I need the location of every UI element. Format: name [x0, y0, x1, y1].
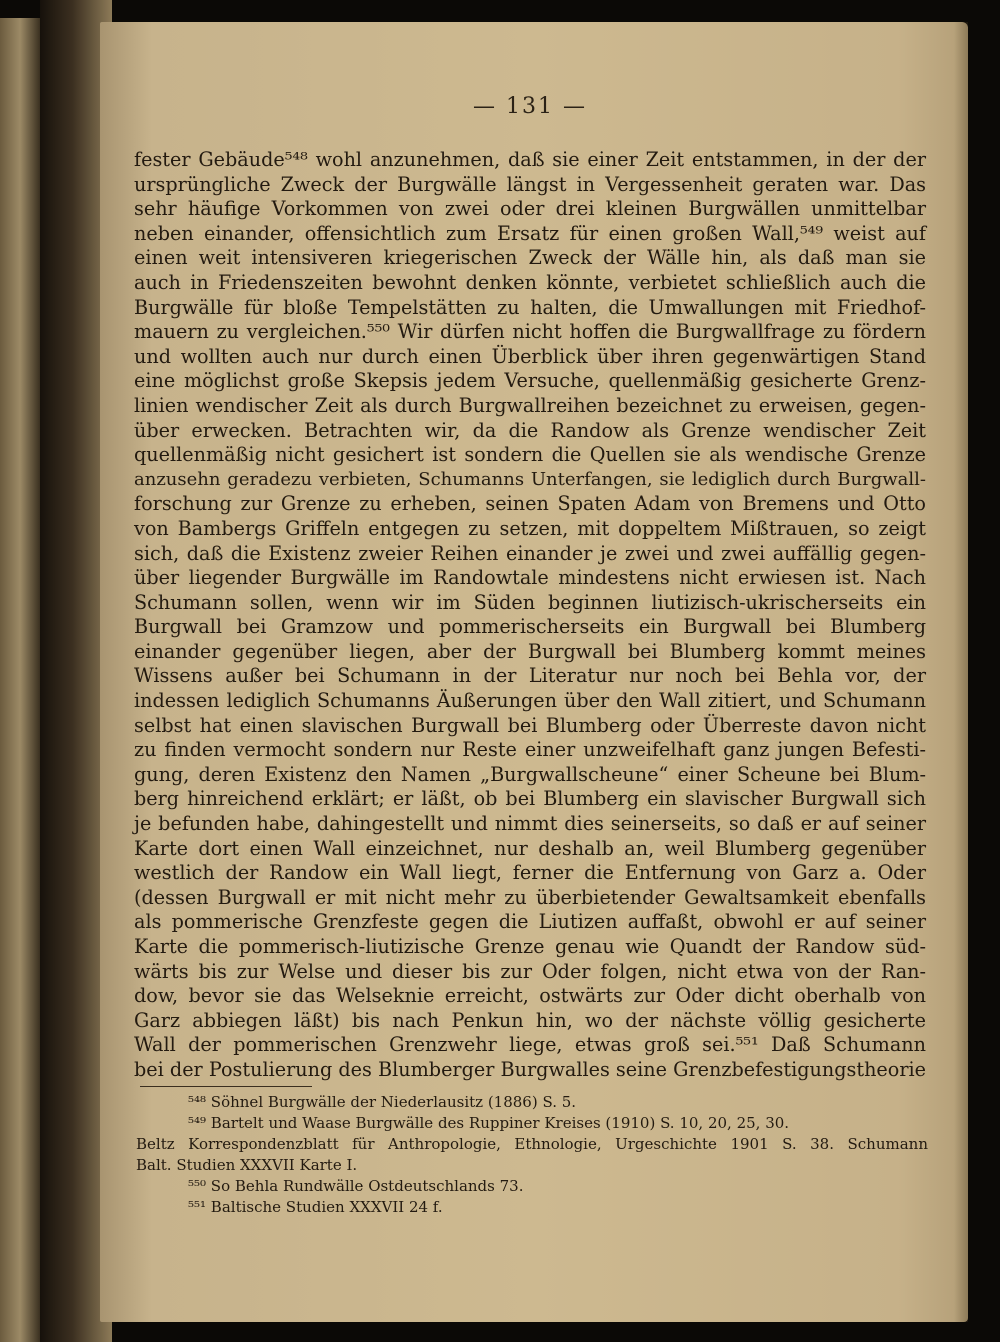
text-line: fester Gebäude⁵⁴⁸ wohl anzunehmen, daß sie einer Zeit entstammen, in der der [134, 148, 926, 171]
footnote-549: ⁵⁴⁹ Bartelt und Waase Burgwälle des Ruppiner Kreises (1910) S. 10, 20, 25, 30. [188, 1114, 790, 1132]
previous-page-edge [0, 18, 40, 1342]
page-edge-shadow [954, 22, 968, 1322]
text-line: Karte die pommerisch-liutizische Grenze genau wie Quandt der Randow süd- [134, 935, 926, 958]
text-line: mauern zu vergleichen.⁵⁵⁰ Wir dürfen nicht hoffen die Burgwallfrage zu fördern [134, 320, 926, 344]
text-line: auch in Friedenszeiten bewohnt denken könnte, verbietet schließlich auch die [134, 270, 926, 294]
text-line: ursprüngliche Zweck der Burgwälle längst in Vergessenheit geraten war. Das [134, 172, 926, 196]
text-line: selbst hat einen slavischen Burgwall bei Blumberg oder Überreste davon nicht [134, 713, 926, 737]
text-line: Garz abbiegen läßt) bis nach Penkun hin, wo der nächste völlig gesicherte [134, 1008, 926, 1032]
text-line: neben einander, offensichtlich zum Ersatz für einen großen Wall,⁵⁴⁹ weist auf [134, 221, 926, 245]
footnote-548: ⁵⁴⁸ Söhnel Burgwälle der Niederlausitz (1886) S. 5. [188, 1093, 577, 1111]
text-line: sehr häufige Vorkommen von zwei oder drei kleinen Burgwällen unmittelbar [134, 197, 926, 221]
text-line: bei der Postulierung des Blumberger Burgwalles seine Grenzbefestigungstheorie [134, 1057, 926, 1081]
text-line: als pommerische Grenzfeste gegen die Liutizen auffaßt, obwohl er auf seiner [134, 910, 926, 934]
text-line: von Bambergs Griffeln entgegen zu setzen, mit doppeltem Mißtrauen, so zeigt [134, 516, 926, 540]
text-line: Schumann sollen, wenn wir im Süden beginnen liutizisch-ukrischerseits ein [134, 590, 926, 614]
text-line: (dessen Burgwall er mit nicht mehr zu überbietender Gewaltsamkeit ebenfalls [134, 885, 926, 909]
text-line: eine möglichst große Skepsis jedem Versuche, quellenmäßig gesicherte Grenz- [134, 369, 926, 393]
text-line: indessen lediglich Schumanns Äußerungen über den Wall zitiert, und Schumann [134, 689, 926, 713]
text-line: Wall der pommerischen Grenzwehr liege, etwas groß sei.⁵⁵¹ Daß Schumann [134, 1033, 926, 1057]
text-line: dow, bevor sie das Welseknie erreicht, ostwärts zur Oder dicht oberhalb von [134, 984, 926, 1008]
text-line: quellenmäßig nicht gesichert ist sondern die Quellen sie als wendische Grenze [134, 443, 926, 467]
book-page [100, 22, 968, 1322]
text-line: Burgwälle für bloße Tempelstätten zu halten, die Umwallungen mit Friedhof- [134, 295, 926, 319]
text-line: linien wendischer Zeit als durch Burgwallreihen bezeichnet zu erweisen, gegen- [134, 393, 926, 417]
text-line: Burgwall bei Gramzow und pommerischerseits ein Burgwall bei Blumberg [134, 615, 926, 639]
text-line: einen weit intensiveren kriegerischen Zweck der Wälle hin, als daß man sie [134, 246, 926, 270]
text-line: forschung zur Grenze zu erheben, seinen Spaten Adam von Bremens und Otto [134, 492, 926, 516]
text-line: wärts bis zur Welse und dieser bis zur Oder folgen, nicht etwa von der Ran- [134, 959, 926, 983]
text-line: westlich der Randow ein Wall liegt, ferner die Entfernung von Garz a. Oder [134, 861, 926, 885]
text-line: gung, deren Existenz den Namen „Burgwallscheune“ einer Scheune bei Blum- [134, 762, 926, 786]
text-line: Karte dort einen Wall einzeichnet, nur deshalb an, weil Blumberg gegenüber [134, 836, 926, 860]
text-line: einander gegenüber liegen, aber der Burgwall bei Blumberg kommt meines [134, 639, 926, 663]
footnotes [136, 1092, 928, 1218]
footnote-550: ⁵⁵⁰ So Behla Rundwälle Ostdeutschlands 73. [188, 1177, 524, 1195]
text-line: anzusehn geradezu verbieten, Schumanns Unterfangen, sie lediglich durch Burgwall- [134, 468, 926, 490]
footnote-551: ⁵⁵¹ Baltische Studien XXXVII 24 f. [188, 1198, 443, 1216]
text-line: Wissens außer bei Schumann in der Literatur nur noch bei Behla vor, der [134, 664, 926, 688]
text-line: über erwecken. Betrachten wir, da die Randow als Grenze wendischer Zeit [134, 418, 926, 442]
footnote-549-continuation: Balt. Studien XXXVII Karte I. [136, 1156, 358, 1174]
text-line: zu finden vermocht sondern nur Reste einer unzweifelhaft ganz jungen Befesti- [134, 738, 926, 762]
text-line: je befunden habe, dahingestellt und nimmt dies seinerseits, so daß er auf seiner [134, 812, 926, 836]
body-text [134, 148, 926, 1083]
page-number: — 131 — [473, 94, 587, 119]
text-line: berg hinreichend erklärt; er läßt, ob bei Blumberg ein slavischer Burgwall sich [134, 787, 926, 811]
text-line: sich, daß die Existenz zweier Reihen einander je zwei und zwei auffällig gegen- [134, 541, 926, 565]
footnote-divider [140, 1086, 312, 1087]
text-line: und wollten auch nur durch einen Überblick über ihren gegenwärtigen Stand [134, 344, 926, 368]
footnote-549-continuation: Beltz Korrespondenzblatt für Anthropologie, Ethnologie, Urgeschichte 1901 S. 38. Schumann [136, 1135, 928, 1153]
text-line: über liegender Burgwälle im Randowtale mindestens nicht erwiesen ist. Nach [134, 566, 926, 590]
